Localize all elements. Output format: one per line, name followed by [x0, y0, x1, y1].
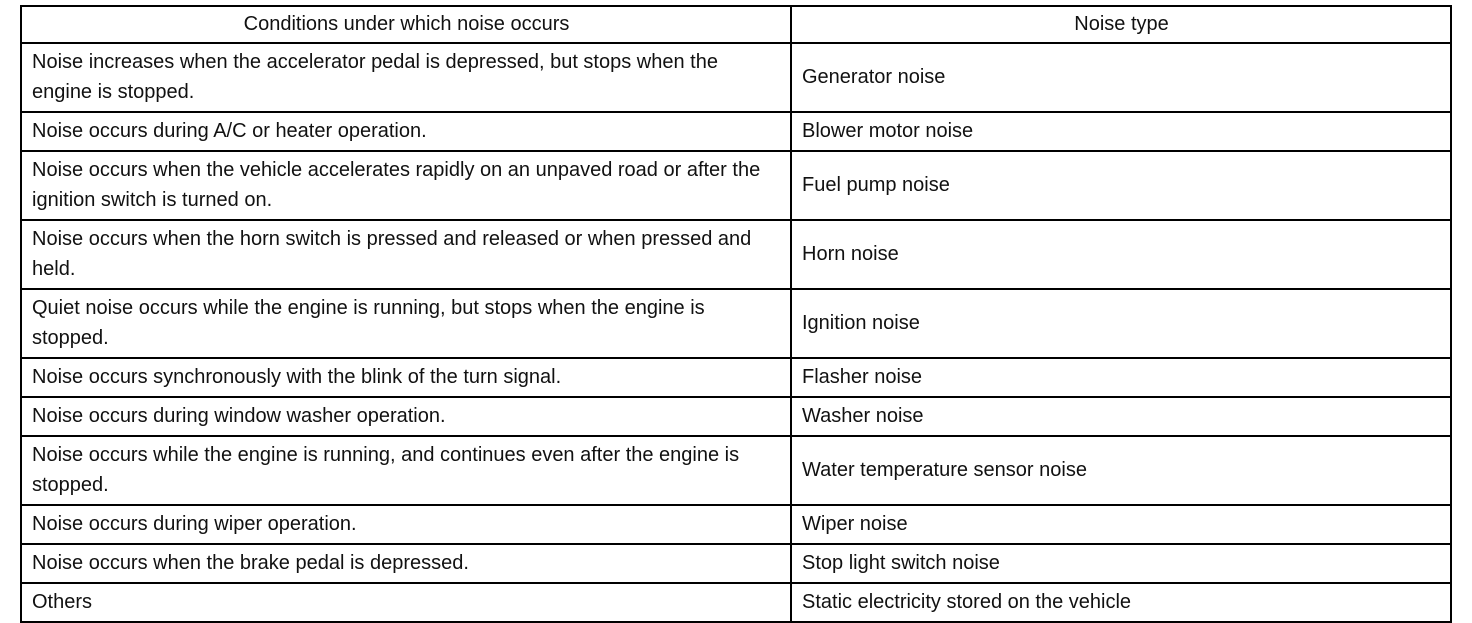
condition-cell: Noise occurs when the vehicle accelerates rapidly on an unpaved road or after the ignition switch is turned on.	[21, 151, 791, 220]
condition-cell: Others	[21, 583, 791, 622]
noise-type-cell: Stop light switch noise	[791, 544, 1451, 583]
condition-cell: Quiet noise occurs while the engine is running, but stops when the engine is stopped.	[21, 289, 791, 358]
condition-cell: Noise occurs when the horn switch is pressed and released or when pressed and held.	[21, 220, 791, 289]
noise-type-cell: Generator noise	[791, 43, 1451, 112]
table-row	[21, 358, 1451, 397]
condition-cell: Noise occurs during A/C or heater operation.	[21, 112, 791, 151]
table-header-row	[21, 6, 1451, 43]
noise-type-cell: Water temperature sensor noise	[791, 436, 1451, 505]
table-row	[21, 544, 1451, 583]
condition-cell: Noise increases when the accelerator pedal is depressed, but stops when the engine is stopped.	[21, 43, 791, 112]
noise-type-cell: Wiper noise	[791, 505, 1451, 544]
condition-cell: Noise occurs synchronously with the blink of the turn signal.	[21, 358, 791, 397]
table-row	[21, 220, 1451, 289]
table-row	[21, 583, 1451, 622]
table-row	[21, 436, 1451, 505]
table-row	[21, 112, 1451, 151]
noise-type-cell: Flasher noise	[791, 358, 1451, 397]
table-row	[21, 289, 1451, 358]
header-noise-type: Noise type	[791, 6, 1451, 43]
condition-cell: Noise occurs during window washer operation.	[21, 397, 791, 436]
condition-cell: Noise occurs when the brake pedal is depressed.	[21, 544, 791, 583]
noise-type-cell: Washer noise	[791, 397, 1451, 436]
condition-cell: Noise occurs during wiper operation.	[21, 505, 791, 544]
noise-type-cell: Static electricity stored on the vehicle	[791, 583, 1451, 622]
condition-cell: Noise occurs while the engine is running, and continues even after the engine is stopped.	[21, 436, 791, 505]
noise-conditions-table	[20, 5, 1452, 623]
table-row	[21, 397, 1451, 436]
table-row	[21, 43, 1451, 112]
noise-type-cell: Ignition noise	[791, 289, 1451, 358]
noise-type-cell: Fuel pump noise	[791, 151, 1451, 220]
header-conditions: Conditions under which noise occurs	[21, 6, 791, 43]
table-row	[21, 505, 1451, 544]
noise-type-cell: Horn noise	[791, 220, 1451, 289]
noise-type-cell: Blower motor noise	[791, 112, 1451, 151]
table-row	[21, 151, 1451, 220]
